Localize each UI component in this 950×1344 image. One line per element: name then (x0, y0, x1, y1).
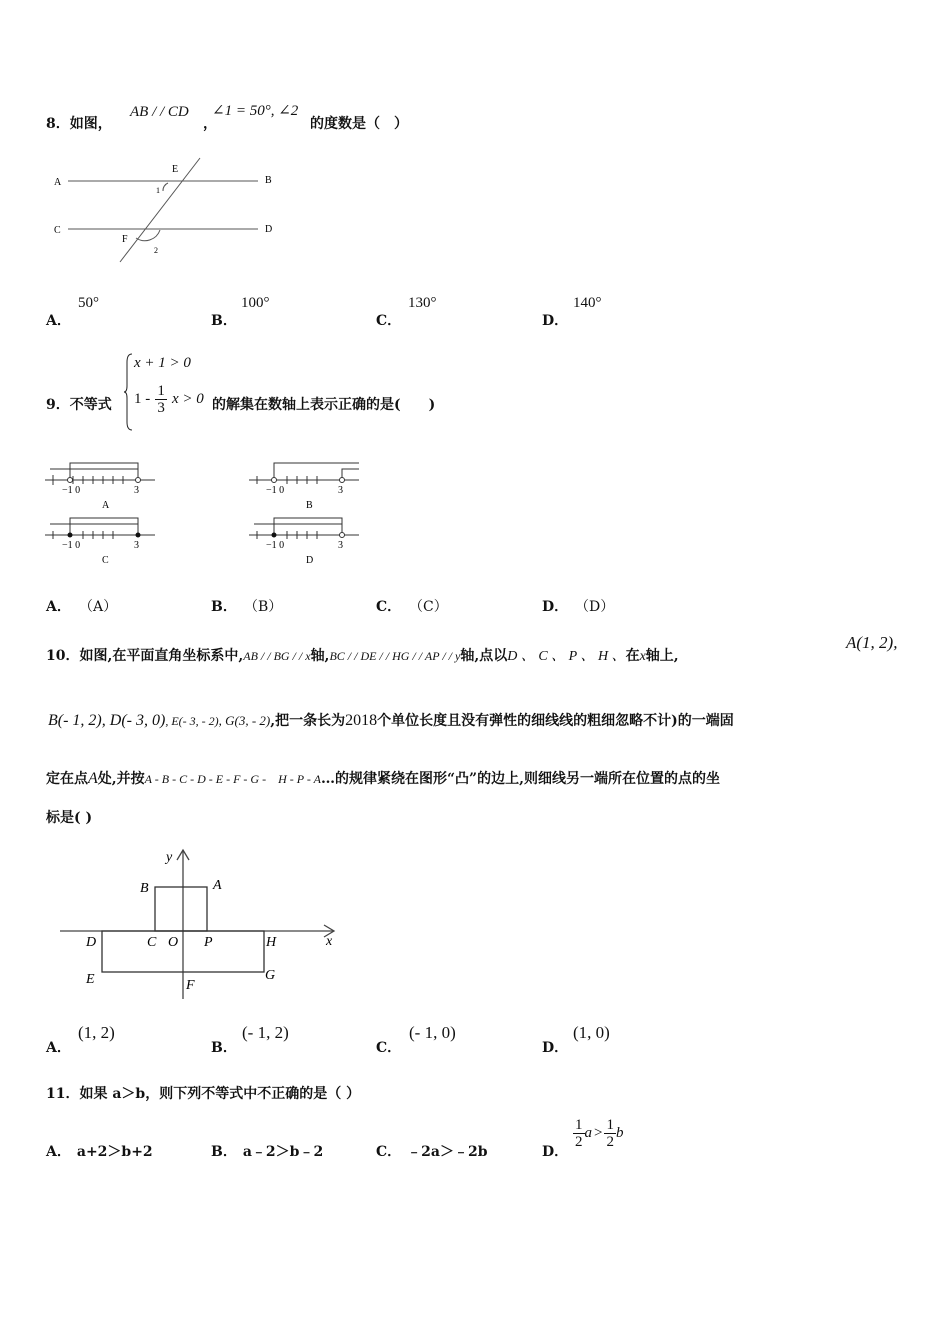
q9-option-b-letter[interactable]: B． (211, 599, 237, 615)
svg-text:A: A (102, 500, 110, 511)
q9-inequality-2: 1 - $\frac{1}{3}$ x > 0 (134, 383, 204, 416)
q9-option-a-letter[interactable]: A． (46, 599, 71, 615)
label-B: B (140, 881, 149, 896)
q8-option-d-letter[interactable]: D． (542, 313, 569, 329)
q11-option-b[interactable]: B． a﹣2＞b﹣2 (211, 1144, 324, 1160)
q10-line-3: 定在点A处,并按A - B - C - D - E - F - G - H - P - A…的规律紧绕在图形“凸”的边上,则细线另一端所在位置的点的坐 (46, 770, 720, 787)
svg-text:−1 0: −1 0 (62, 540, 81, 551)
q10-options (46, 1022, 746, 1058)
q8-option-b-letter[interactable]: B． (211, 313, 237, 329)
q9-option-b-value: （B） (244, 599, 283, 615)
q11-option-c[interactable]: C． ﹣2a＞﹣2b (376, 1144, 488, 1160)
q10-line-2: B(- 1, 2), D(- 3, 0), E(- 3, - 2), G(3, - 2),把一条长为2018个单位长度且没有弹性的细线线的粗细忽略不计)的一端固 (48, 712, 734, 729)
q10-option-d-value: (1, 0) (573, 1023, 610, 1042)
label-D: D (86, 935, 97, 950)
q10-option-c-letter[interactable]: C． (376, 1040, 402, 1056)
q9-option-c-value: （C） (409, 599, 448, 615)
q8-option-a-letter[interactable]: A． (46, 313, 71, 329)
q8-figure-parallel-lines (40, 150, 290, 270)
q11-option-d-letter[interactable]: D． (542, 1144, 569, 1160)
q11-stem: 11．如果 a＞b，则下列不等式中不正确的是（ ） (46, 1086, 361, 1102)
label-B: B (265, 175, 272, 186)
q8-stem: 8．如图， (46, 116, 112, 132)
svg-text:B: B (306, 500, 313, 511)
svg-text:3: 3 (134, 485, 139, 496)
q9-system-brace (124, 352, 134, 432)
q9-options (46, 596, 746, 618)
svg-text:3: 3 (134, 540, 139, 551)
q9-option-c-letter[interactable]: C． (376, 599, 402, 615)
svg-text:C: C (102, 555, 109, 566)
q11-option-d-value: $\frac{1}{2}$ a > $\frac{1}{2}$ b (575, 1117, 624, 1150)
q8-options (46, 293, 746, 333)
q8-question-tail: 的度数是（ ） (310, 116, 408, 132)
q9-question-tail: 的解集在数轴上表示正确的是( ) (212, 397, 436, 413)
q10-option-a-letter[interactable]: A． (46, 1040, 71, 1056)
q8-option-c-letter[interactable]: C． (376, 313, 402, 329)
q10-option-b-value: (- 1, 2) (242, 1023, 289, 1042)
q9-number-line-figures (40, 455, 370, 570)
q10-option-d-letter[interactable]: D． (542, 1040, 569, 1056)
q10-option-a-value: (1, 2) (78, 1023, 115, 1042)
q10-option-b-letter[interactable]: B． (211, 1040, 237, 1056)
numberline-C (45, 518, 155, 566)
q8-sep: ， (203, 116, 217, 132)
label-D: D (265, 224, 273, 235)
svg-text:D: D (306, 555, 314, 566)
q8-option-b-value: 100° (241, 295, 270, 311)
q10-option-c-value: (- 1, 0) (409, 1023, 456, 1042)
svg-text:−1 0: −1 0 (266, 485, 285, 496)
label-angle-1: 1 (156, 186, 160, 195)
label-G: G (265, 968, 276, 983)
label-A: A (54, 177, 62, 188)
label-P: P (204, 935, 213, 950)
label-C: C (147, 935, 157, 950)
q9-fraction: $\frac{1}{3}$ (157, 383, 165, 416)
label-O: O (168, 935, 179, 950)
svg-text:3: 3 (338, 485, 343, 496)
numberline-A (45, 463, 155, 511)
label-E: E (172, 164, 179, 175)
label-C: C (54, 225, 61, 236)
svg-text:−1 0: −1 0 (266, 540, 285, 551)
label-H: H (266, 935, 277, 950)
q9-inequality-1: x + 1 > 0 (134, 355, 191, 371)
label-E: E (86, 972, 95, 987)
numberline-B (249, 463, 359, 511)
label-F: F (186, 978, 195, 993)
svg-text:3: 3 (338, 540, 343, 551)
q10-line-1: 10．如图,在平面直角坐标系中,AB / / BG / / x轴,BC / / DE / / HG / / AP / / y轴,点以D 、 C 、 P 、 H 、在x轴上, (46, 648, 679, 664)
q8-condition-parallel: AB / / CD (130, 104, 189, 120)
label-y: y (166, 850, 173, 865)
q11-option-a[interactable]: A． a+2＞b+2 (46, 1144, 153, 1160)
q10-line-4: 标是( ) (46, 810, 93, 826)
label-A: A (213, 878, 222, 893)
q9-option-d-letter[interactable]: D． (542, 599, 569, 615)
svg-text:−1 0: −1 0 (62, 485, 81, 496)
q9-stem: 9．不等式 (46, 397, 112, 413)
q8-option-a-value: 50° (78, 295, 99, 311)
q11-options (46, 1115, 746, 1165)
label-angle-2: 2 (154, 246, 158, 255)
label-x: x (326, 934, 333, 949)
q10-point-A: A(1, 2), (846, 633, 898, 652)
numberline-D (249, 518, 359, 566)
q8-option-c-value: 130° (408, 295, 437, 311)
label-F: F (122, 234, 128, 245)
q9-option-d-value: （D） (575, 599, 615, 615)
q9-option-a-value: （A） (79, 599, 118, 615)
q8-option-d-value: 140° (573, 295, 602, 311)
q10-coordinate-figure (58, 842, 348, 1007)
q8-condition-angle: ∠1 = 50°, ∠2 (212, 103, 299, 119)
